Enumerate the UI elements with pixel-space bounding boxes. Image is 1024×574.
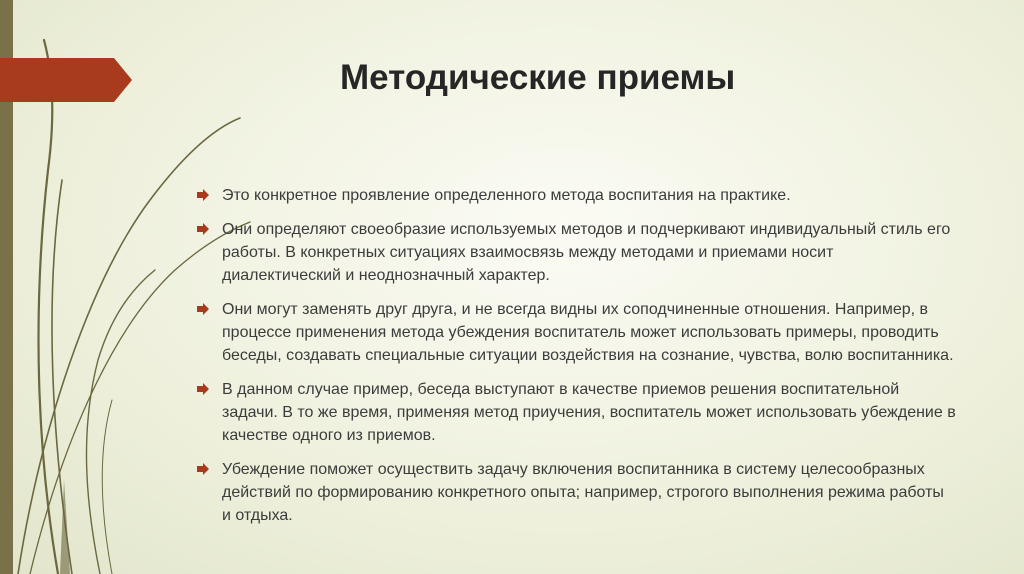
- bullet-list: [196, 184, 956, 538]
- bullet-text: Убеждение поможет осуществить задачу включения воспитанника в систему целесообразных действий по формированию конкретного опыта; например, строгого выполнения режима работы и отдыха.: [222, 461, 944, 524]
- bullet-text: Они определяют своеобразие используемых методов и подчеркивают индивидуальный стиль его работы. В конкретных ситуациях взаимосвязь между методами и приемами носит диалектический и неоднозначный характер.: [222, 221, 951, 284]
- title-accent-ribbon: [0, 58, 132, 102]
- list-item: [196, 458, 956, 527]
- arrow-right-icon: [196, 462, 210, 476]
- list-item: [196, 184, 956, 207]
- list-item: [196, 298, 956, 367]
- arrow-right-icon: [196, 382, 210, 396]
- slide-title: Методические приемы: [340, 58, 736, 97]
- bullet-text: Это конкретное проявление определенного метода воспитания на практике.: [222, 187, 791, 204]
- arrow-right-icon: [196, 188, 210, 202]
- arrow-right-icon: [196, 222, 210, 236]
- arrow-right-icon: [196, 302, 210, 316]
- list-item: [196, 218, 956, 287]
- bullet-text: В данном случае пример, беседа выступают в качестве приемов решения воспитательной задачи. В то же время, применяя метод приучения, воспитатель может использовать убеждение в качестве одного из приемов.: [222, 381, 956, 444]
- bullet-text: Они могут заменять друг друга, и не всегда видны их соподчиненные отношения. Например, в процессе применения метода убеждения воспитатель может использовать примеры, проводить беседы, создавать специальные ситуации воздействия на сознание, чувства, волю воспитанника.: [222, 301, 954, 364]
- list-item: [196, 378, 956, 447]
